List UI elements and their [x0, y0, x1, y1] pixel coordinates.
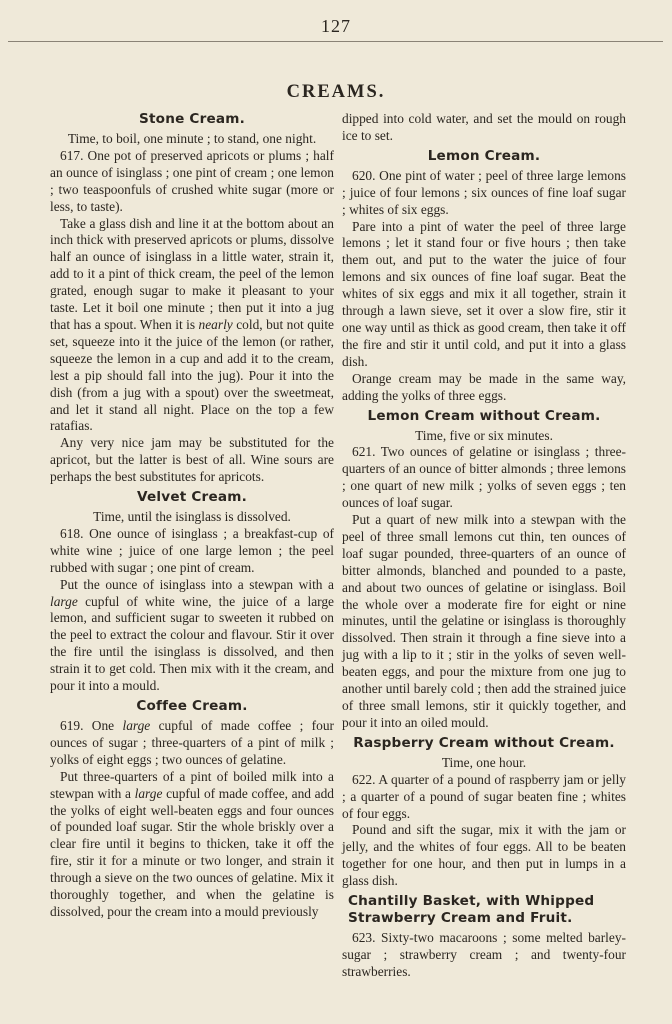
right-column — [342, 111, 626, 981]
ingredients-619: 619. One large cupful of made coffee ; four ounces of sugar ; three-quarters of a pint of milk ; yolks of eight eggs ; two ounces of gelatine. — [50, 718, 334, 767]
ingredients-620: 620. One pint of water ; peel of three large lemons ; juice of four lemons ; six ounces of fine loaf sugar ; whites of six eggs. — [342, 167, 626, 217]
time-note: Time, until the isinglass is dissolved. — [93, 509, 291, 525]
header-rule — [8, 41, 663, 42]
section-title-velvet-cream: Velvet Cream. — [137, 489, 247, 506]
section-title-chantilly-basket: Chantilly Basket, with Whipped Strawberry Cream and Fruit. — [348, 893, 595, 927]
method-620: Pare into a pint of water the peel of three large lemons ; let it stand four or five hours ; then take them out, and put to the water the juice of four lemons and six ounces of fine loaf sugar. Beat the whites of six eggs and mix it all together, strain it through a lawn sieve, set it over a slow fire, stir it one way until as thick as good cream, then take it off the fire and stir it until cold, and put it into a glass dish. — [342, 218, 626, 369]
time-note: Time, one hour. — [441, 754, 527, 770]
section-title-stone-cream: Stone Cream. — [138, 111, 246, 127]
ingredients-617: 617. One pot of preserved apricots or plums ; half an ounce of isinglass ; one pint of cream ; one lemon ; two teaspoonfuls of crushed white sugar (more or less, to taste). — [50, 147, 334, 214]
left-column — [50, 111, 334, 921]
method-617: Take a glass dish and line it at the bottom about an inch thick with preserved apricots or plums, dissolve half an ounce of isinglass in a little water, strain it, add to it a pint of thick cream, the peel of the lemon grated, enough sugar to make it pleasant to your taste. Let it boil one minute ; then put it into a jug that has a spout. When it is nearly cold, but not quite set, squeeze into it the juice of the lemon (or rather, squeeze the lemon in a cup and add it to the cream, lest a pip should fall into the jug). Pour it into the dish (from a jug with a spout) over the sweetmeat, and let it stand all night. Place on the top a few ratafias. — [50, 215, 334, 434]
ingredients-623: 623. Sixty-two macaroons ; some melted barley-sugar ; strawberry cream ; and twenty-four strawberries. — [342, 930, 626, 979]
method-621: Put a quart of new milk into a stewpan with the peel of three small lemons cut thin, ten ounces of loaf sugar pounded, three-quarters of an ounce of bitter almonds, blanched and pounded to a paste, and about two ounces of gelatine or isinglass. Boil the whole over a moderate fire for eight or nine minutes, until the gelatine or isinglass is thoroughly dissolved. Then strain it through a fine sieve into a jug with a lip to it ; stir in the yolks of seven well-beaten eggs, and pour the mixture from one jug to another until barely cold ; then add the strained juice of three small lemons, stir it quickly together, and pour it into an oiled mould. — [342, 512, 626, 730]
note-620: Orange cream may be made in the same way, adding the yolks of three eggs. — [342, 370, 626, 403]
method-622: Pound and sift the sugar, mix it with the jam or jelly, and the whites of four eggs. All to be beaten together for one hour, and then put in lumps in a glass dish. — [342, 822, 626, 889]
ingredients-618: 618. One ounce of isinglass ; a breakfast-cup of white wine ; juice of one large lemon ; the peel rubbed with sugar ; one pint of cream. — [50, 525, 334, 575]
section-title-coffee-cream: Coffee Cream. — [136, 698, 248, 714]
method-618: Put the ounce of isinglass into a stewpan with a large cupful of white wine, the juice of a large lemon, and sufficient sugar to sweeten it rubbed on the peel to extract the colour and flavour. Stir it over the fire until the isinglass is dissolved, and then strain it to get cold. Then mix with it the cream, and pour it into a mould. — [50, 576, 334, 694]
section-title-raspberry-cream: Raspberry Cream without Cream. — [353, 734, 615, 751]
method-619-continued: dipped into cold water, and set the mould on rough ice to set. — [342, 111, 626, 143]
time-note: Time, five or six minutes. — [415, 427, 553, 443]
section-title-lemon-cream-without-cream: Lemon Cream without Cream. — [367, 407, 601, 424]
ingredients-622: 622. A quarter of a pound of raspberry jam or jelly ; a quarter of a pound of sugar beaten fine ; whites of four eggs. — [342, 771, 626, 821]
page-number: 127 — [321, 16, 351, 36]
time-note: Time, to boil, one minute ; to stand, one night. — [67, 131, 317, 146]
page-title: CREAMS. — [286, 82, 386, 102]
method-619: Put three-quarters of a pint of boiled milk into a stewpan with a large cupful of made coffee, and add the yolks of eight well-beaten eggs and four ounces of pounded loaf sugar. Stir the whole briskly over a clear fire until it begins to thicken, take it off the fire, stir it for a minute or two longer, and strain it through a sieve on the two ounces of gelatine. Mix it thoroughly together, and when the gelatine is dissolved, pour the cream into a mould previously — [50, 768, 334, 919]
ingredients-621: 621. Two ounces of gelatine or isinglass ; three-quarters of an ounce of bitter almonds ; three lemons ; one quart of new milk ; yolks of seven eggs ; ten ounces of loaf sugar. — [342, 444, 626, 511]
section-title-lemon-cream: Lemon Cream. — [427, 147, 541, 164]
note-617: Any very nice jam may be substituted for the apricot, but the latter is best of all. Wine sours are perhaps the best substitutes for apricots. — [50, 435, 334, 485]
